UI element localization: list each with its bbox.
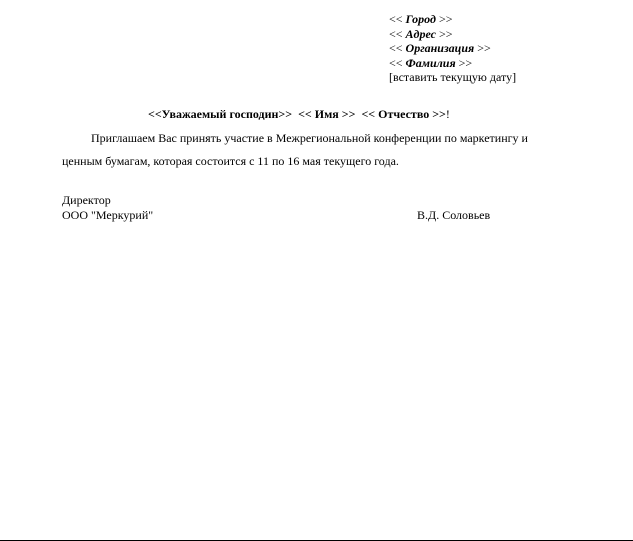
recipient-address-block [389,12,516,85]
salutation-field[interactable]: <<Уважаемый господин>> [148,107,293,121]
surname-open: << [389,55,406,70]
street-close: >> [436,26,453,41]
street-label: Адрес [405,26,436,41]
city-label: Город [405,12,436,26]
street-open: << [389,26,406,41]
signature-block [62,193,512,222]
surname-field [389,56,516,71]
patronymic-field[interactable]: << Отчество >> [361,107,446,121]
city-field [389,12,516,27]
surname-label: Фамилия [405,55,456,70]
letter-body [62,127,562,173]
first-name-field[interactable]: << Имя >> [298,107,356,121]
city-open: << [389,12,406,26]
surname-close: >> [455,55,473,70]
signature-company-row [62,208,512,223]
organization-close: >> [474,41,491,55]
signature-name: В.Д. Соловьев [417,207,491,222]
organization-label: Организация [405,41,475,55]
greeting-line [148,107,450,122]
signature-company: ООО "Меркурий" [62,207,154,222]
greeting-ending: ! [445,107,450,121]
date-placeholder[interactable]: [вставить текущую дату] [389,70,517,84]
body-line-1: Приглашаем Вас принять участие в Межрегиональной конференции по маркетингу и [91,131,528,145]
organization-open: << [389,41,406,55]
body-line-2: ценным бумагам, которая состоится с 11 по 16 мая текущего года. [62,154,399,168]
street-field [389,27,516,42]
organization-field [389,41,516,56]
signature-title: Директор [62,193,111,207]
city-close: >> [435,12,453,26]
